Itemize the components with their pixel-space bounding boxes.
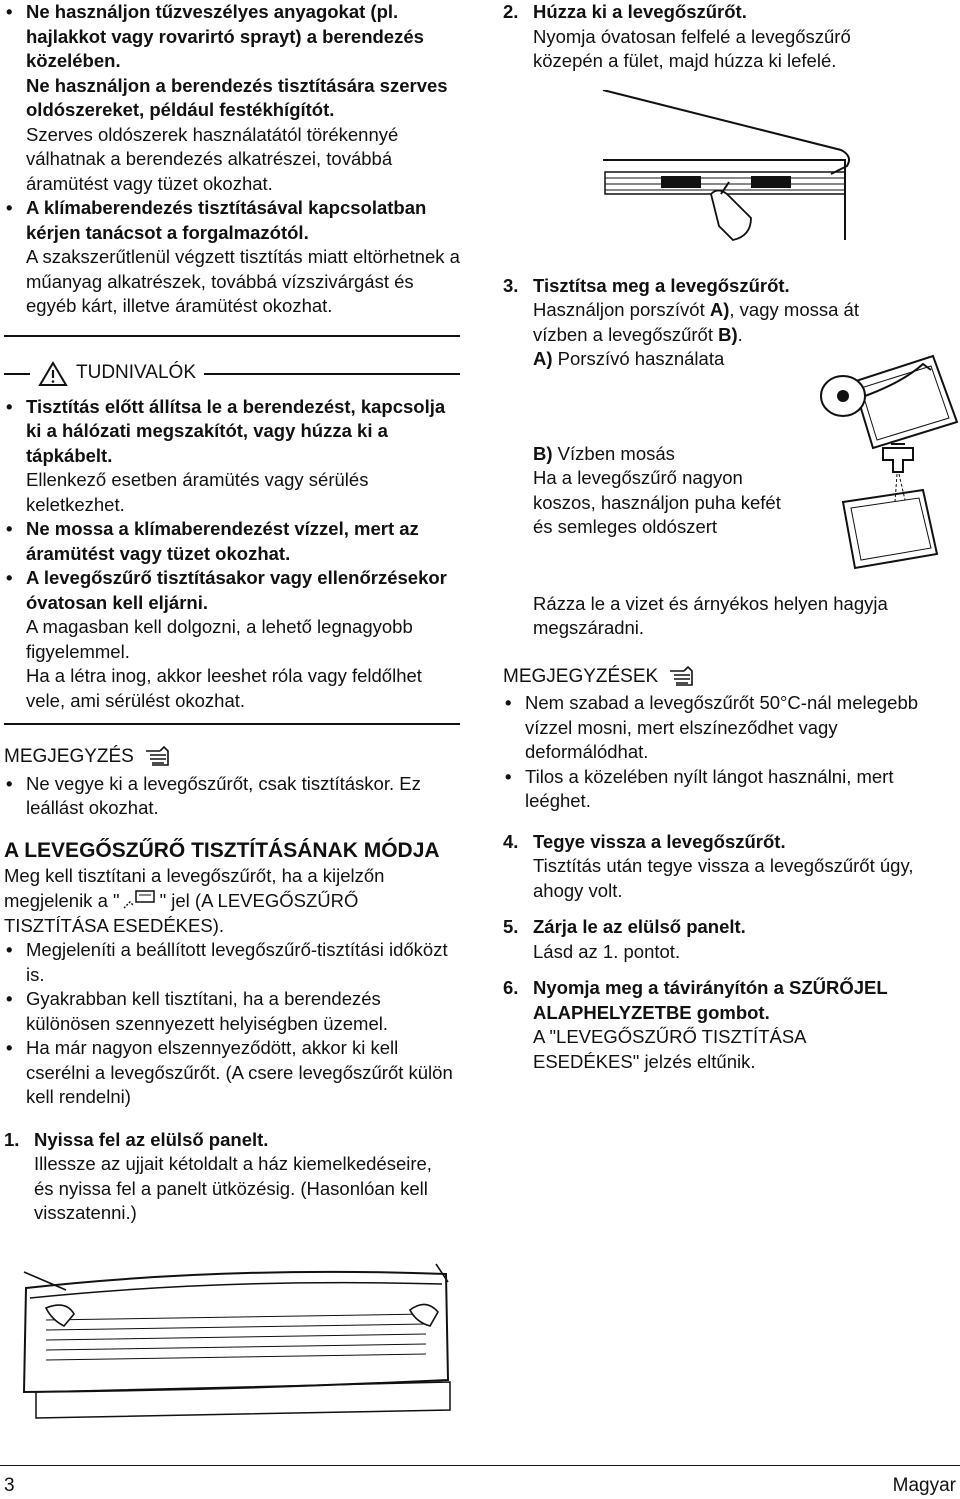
section-divider	[4, 335, 460, 337]
step-5: 5. Zárja le az elülső panelt. Lásd az 1. pontot.	[503, 915, 958, 964]
step-6-text: A "LEVEGŐSZŰRŐ TISZTÍTÁSA ESEDÉKES" jelzés eltűnik.	[533, 1026, 806, 1072]
step-1-title: Nyissa fel az elülső panelt.	[34, 1128, 269, 1150]
method-title: A LEVEGŐSZŰRŐ TISZTÍTÁSÁNAK MÓDJA	[4, 838, 440, 862]
option-b	[503, 442, 958, 540]
footer-rule	[0, 1465, 960, 1466]
list-item: • Tilos a közelében nyílt lángot használni, mert leéghet.	[503, 765, 958, 814]
option-b-desc: Ha a levegőszűrő nagyon koszos, használjon puha kefét és semleges oldószert	[533, 467, 781, 537]
step-6-title: Nyomja meg a távirányítón a SZŰRŐJEL ALAPHELYZETBE gombot.	[533, 977, 888, 1023]
page-number: 3	[4, 1475, 15, 1496]
caution-header	[4, 361, 464, 387]
washing-illustration	[833, 442, 943, 572]
left-column	[4, 0, 464, 1420]
list-item: Szerves oldószerek használatától törékennyé válhatnak a berendezés alkatrészei, továbbá áramütést vagy tüzet okozhat.	[26, 123, 399, 194]
step-2-text: Nyomja óvatosan felfelé a levegőszűrő közepén a fület, majd húzza ki lefelé.	[533, 25, 851, 71]
intro-warnings	[4, 0, 464, 319]
note-hand-icon	[142, 745, 178, 769]
list-item: • Nem szabad a levegőszűrőt 50°C-nál melegebb vízzel mosni, mert elszíneződhet vagy deformálódhat.	[503, 691, 958, 765]
step-3-text: Használjon porszívót A), vagy mossa át vízben a levegőszűrőt B).	[533, 299, 859, 345]
open-panel-illustration	[6, 1260, 456, 1420]
note-title: MEGJEGYZÉS	[4, 746, 134, 767]
note-item: • Ne vegye ki a levegőszűrőt, csak tisztításkor. Ez leállást okozhat.	[4, 772, 464, 821]
step-2-title: Húzza ki a levegőszűrőt.	[533, 1, 747, 22]
list-item: Ha a létra inog, akkor leeshet róla vagy feldőlhet vele, ami sérülést okozhat.	[26, 665, 422, 711]
list-item: • A levegőszűrő tisztításakor vagy ellenőrzésekor óvatosan kell eljárni.	[4, 566, 464, 615]
list-item: • Gyakrabban kell tisztítani, ha a berendezés különösen szennyezett helyiségben üzemel.	[4, 987, 464, 1036]
notes-section	[503, 665, 958, 814]
method-intro: Meg kell tisztítani a levegőszűrőt, ha a kijelzőn megjelenik a " " jel (A LEVEGŐSZŰRŐ TISZTÍTÁSA ESEDÉKES).	[4, 864, 385, 936]
step-6: 6. Nyomja meg a távirányítón a SZŰRŐJEL ALAPHELYZETBE gombot. A "LEVEGŐSZŰRŐ TISZTÍTÁSA ESEDÉKES" jelzés eltűnik.	[503, 976, 958, 1074]
step-5-title: Zárja le az elülső panelt.	[533, 916, 746, 937]
list-item: • Ne mossa a klímaberendezést vízzel, mert az áramütést vagy tüzet okozhat.	[4, 517, 464, 566]
list-item: • Megjeleníti a beállított levegőszűrő-tisztítási időközt is.	[4, 938, 464, 987]
note-section	[4, 745, 464, 821]
step-3-title: Tisztítsa meg a levegőszűrőt.	[533, 274, 790, 296]
shake-dry-text: Rázza le a vizet és árnyékos helyen hagyja megszáradni.	[533, 592, 888, 638]
section-divider	[4, 723, 460, 725]
note-hand-icon	[666, 665, 702, 689]
option-a-label: A) Porszívó használata	[533, 348, 725, 369]
method-section	[4, 837, 464, 1110]
caution-title: TUDNIVALÓK	[76, 362, 197, 384]
warning-triangle-icon	[38, 361, 68, 387]
list-item: A szakszerűtlenül végzett tisztítás miatt eltörhetnek a műanyag alkatrészek, továbbá vízszivárgást és egyéb kárt, illetve áramütést okozhat.	[26, 246, 460, 316]
step-4-title: Tegye vissza a levegőszűrőt.	[533, 830, 786, 852]
list-item: Ellenkező esetben áramütés vagy sérülés keletkezhet.	[26, 469, 369, 515]
pull-filter-illustration	[601, 90, 861, 260]
filter-indicator-icon	[120, 888, 160, 912]
right-column	[503, 0, 958, 1074]
notes-title: MEGJEGYZÉSEK	[503, 665, 659, 687]
step-1-text: Illessze az ujjait kétoldalt a ház kiemelkedéseire, és nyissa fel a panelt ütközésig. (Hasonlóan kell visszatenni.)	[34, 1153, 432, 1223]
list-item: A magasban kell dolgozni, a lehető legnagyobb figyelemmel.	[26, 616, 413, 662]
list-item: • Ha már nagyon elszennyeződött, akkor ki kell cserélni a levegőszűrőt. (A csere levegőszűrőt külön kell rendelni)	[4, 1036, 464, 1110]
step-3: 3. Tisztítsa meg a levegőszűrőt. Használjon porszívót A), vagy mossa át vízben a levegőszűrőt B). A) Porszívó használata	[503, 274, 958, 372]
list-item: • Ne használjon tűzveszélyes anyagokat (pl. hajlakkot vagy rovarirtó sprayt) a berendezés közelében.	[4, 0, 464, 74]
step-5-text: Lásd az 1. pontot.	[533, 940, 681, 962]
option-b-label: B) Vízben mosás	[533, 442, 675, 464]
step-4-text: Tisztítás után tegye vissza a levegőszűrőt úgy, ahogy volt.	[533, 855, 914, 901]
step-2: 2. Húzza ki a levegőszűrőt. Nyomja óvatosan felfelé a levegőszűrő közepén a fület, majd húzza ki lefelé.	[503, 0, 958, 74]
list-item: • Tisztítás előtt állítsa le a berendezést, kapcsolja ki a hálózati megszakítót, vagy húzza ki a tápkábelt.	[4, 395, 464, 469]
step-1: 1. Nyissa fel az elülső panelt. Illessze az ujjait kétoldalt a ház kiemelkedéseire, és nyissa fel a panelt ütközésig. (Hasonlóan kell visszatenni.)	[4, 1128, 464, 1226]
caution-section	[4, 361, 464, 714]
footer-language: Magyar	[892, 1475, 956, 1496]
list-item: • A klímaberendezés tisztításával kapcsolatban kérjen tanácsot a forgalmazótól.	[4, 196, 464, 245]
list-item: Ne használjon a berendezés tisztítására szerves oldószereket, például festékhígítót.	[26, 74, 448, 120]
step-4: 4. Tegye vissza a levegőszűrőt. Tisztítás után tegye vissza a levegőszűrőt úgy, ahogy volt.	[503, 830, 958, 904]
